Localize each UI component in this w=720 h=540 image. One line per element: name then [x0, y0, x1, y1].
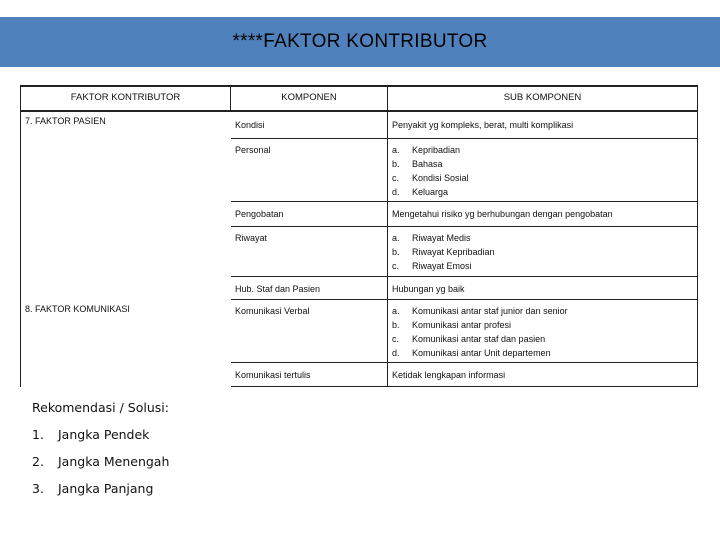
komponen-riwayat: Riwayat — [231, 227, 388, 277]
factor-komunikasi: 8. FAKTOR KOMUNIKASI — [25, 304, 130, 314]
header-komponen: KOMPONEN — [231, 85, 388, 112]
sub-personal — [388, 139, 698, 202]
list-item: 1. Jangka Pendek — [32, 427, 150, 442]
title-bar — [0, 17, 720, 67]
list-item: b. Riwayat Kepribadian — [392, 247, 495, 257]
list-item: d. Komunikasi antar Unit departemen — [392, 348, 551, 358]
komponen-hub-staf: Hub. Staf dan Pasien — [231, 277, 388, 300]
list-item: b. Komunikasi antar profesi — [392, 320, 512, 330]
list-item: c. Komunikasi antar staf dan pasien — [392, 334, 546, 344]
list-item: a. Komunikasi antar staf junior dan senior — [392, 306, 568, 316]
komponen-kondisi: Kondisi — [231, 112, 388, 139]
list-item: b. Bahasa — [392, 159, 443, 169]
page-title: ****FAKTOR KONTRIBUTOR — [232, 31, 488, 52]
list-item: 2. Jangka Menengah — [32, 454, 170, 469]
list-item: 3. Jangka Panjang — [32, 481, 154, 496]
rekomendasi-section — [32, 400, 169, 508]
header-faktor: FAKTOR KONTRIBUTOR — [21, 85, 231, 112]
sub-komunikasi-tertulis: Ketidak lengkapan informasi — [388, 363, 698, 387]
sub-kondisi: Penyakit yg kompleks, berat, multi komplikasi — [388, 112, 698, 139]
rekomendasi-title: Rekomendasi / Solusi: — [32, 400, 169, 415]
list-item: c. Kondisi Sosial — [392, 173, 469, 183]
factor-pasien: 7. FAKTOR PASIEN — [25, 116, 106, 126]
sub-komunikasi-verbal — [388, 300, 698, 363]
header-sub-komponen: SUB KOMPONEN — [388, 85, 698, 112]
sub-hub-staf: Hubungan yg baik — [388, 277, 698, 300]
list-item: c. Riwayat Emosi — [392, 261, 472, 271]
list-item: d. Keluarga — [392, 187, 449, 197]
list-item: a. Kepribadian — [392, 145, 461, 155]
list-item: a. Riwayat Medis — [392, 233, 471, 243]
komponen-personal: Personal — [231, 139, 388, 202]
komponen-komunikasi-verbal: Komunikasi Verbal — [231, 300, 388, 363]
komponen-pengobatan: Pengobatan — [231, 202, 388, 227]
contributor-table — [20, 85, 697, 387]
sub-riwayat — [388, 227, 698, 277]
sub-pengobatan: Mengetahui risiko yg berhubungan dengan pengobatan — [388, 202, 698, 227]
komponen-komunikasi-tertulis: Komunikasi tertulis — [231, 363, 388, 387]
